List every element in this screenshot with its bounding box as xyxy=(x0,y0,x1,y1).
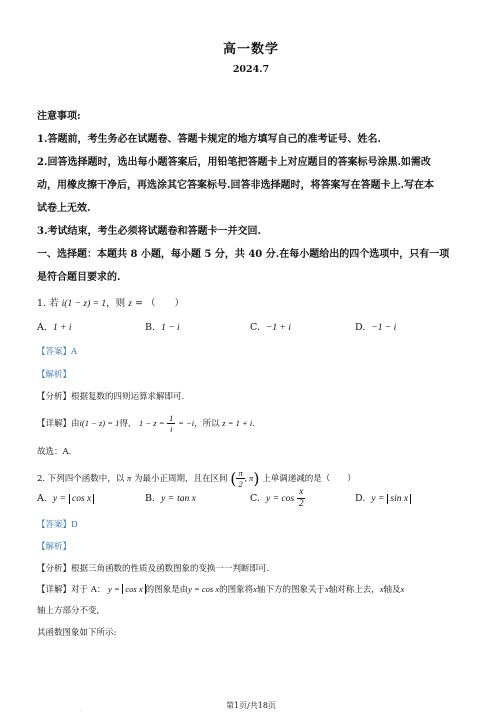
notice-item-2-line-1: 2.回答选择题时，选出每小题答案后，用铅笔把答题卡上对应题目的答案标号涂黑.如需改 xyxy=(37,157,431,168)
q2-xiangjie-line-3: 其函数图象如下所示: xyxy=(37,628,117,638)
notice-item-1: 1.答题前，考生务必在试题卷、答题卡规定的地方填写自己的准考证号、姓名. xyxy=(37,134,381,145)
q2-xiangjie-line-1: 【详解】对于 A： y = cos x 的图象是由y = cos x的图象将x轴下方的图象关于x轴对称上去，x轴及x xyxy=(37,584,405,595)
q1-answer-tag: 【答案】A xyxy=(37,347,78,357)
q1-stem xyxy=(37,295,184,309)
q1-xiangjie: 【详解】由i(1 − z) = 1得， 1 − z = $\frac{1}{i}$ = −i，所以 z = 1 + i. xyxy=(37,413,255,434)
q1-option-b: B. 1 − i xyxy=(145,322,180,333)
section-heading-line-2: 是符合题目要求的. xyxy=(37,272,121,283)
page-number: 第1页/共18页 xyxy=(226,701,276,710)
q1-var: z xyxy=(128,299,132,309)
q1-pre: 若 xyxy=(49,298,59,309)
exam-date: 2024.7 xyxy=(232,64,270,75)
notice-heading: 注意事项: xyxy=(37,111,81,122)
q2-option-c: C. y = cos $\frac{x}{2}$ xyxy=(250,487,304,509)
q1-option-c: C. −1 + i xyxy=(250,322,291,333)
q2-option-b: B. y = tan x xyxy=(145,493,196,504)
notice-item-2-line-2: 动，用橡皮擦干净后，再选涂其它答案标号.回答非选择题时，将答案写在答题卡上.写在本 xyxy=(37,180,434,191)
page-title: 高一数学 xyxy=(222,42,279,57)
q2-stem: 2. 下列四个函数中，以 π 为最小正周期，且在区间 ( $\frac{\pi}{2}$ , π) 上单调递减的是（ ） xyxy=(37,468,356,489)
q2-option-a: A. y = cos x xyxy=(37,493,94,504)
notice-item-2-line-3: 试卷上无效. xyxy=(37,203,91,214)
notice-item-3: 3.考试结束，考生必须将试题卷和答题卡一并交回. xyxy=(37,226,261,237)
q1-option-d: D. −1 − i xyxy=(355,322,397,333)
q2-interval-fraction: $\frac{\pi}{2}$ xyxy=(238,468,243,489)
q1-number: 1. xyxy=(37,298,47,309)
q1-option-a: A. 1 + i xyxy=(37,322,72,333)
footer-mark: . xyxy=(80,706,82,713)
q2-analysis-tag: 【解析】 xyxy=(37,542,72,552)
q1-conclusion: 故选：A. xyxy=(37,447,72,457)
q1-equation: i(1 − z) = 1 xyxy=(61,299,107,309)
section-heading-line-1: 一、选择题：本题共 8 小题，每小题 5 分，共 40 分.在每小题给出的四个选项中，只有一项 xyxy=(37,249,450,260)
q2-option-d: D. y = sin x xyxy=(355,493,411,504)
q1-eq: = xyxy=(134,298,143,309)
q1-mid: ，则 xyxy=(106,298,126,309)
q2-answer-tag: 【答案】D xyxy=(37,520,78,530)
q2-xiangjie-line-2: 轴上方部分不变, xyxy=(37,606,100,616)
q1-blank: （ ） xyxy=(145,298,184,309)
q1-fenxi: 【分析】根据复数的四则运算求解即可. xyxy=(37,392,185,402)
q1-fraction: $\frac{1}{i}$ xyxy=(169,413,174,434)
q2-fenxi: 【分析】根据三角函数的性质及函数图象的变换一一判断即可. xyxy=(37,564,270,574)
q1-analysis-tag: 【解析】 xyxy=(37,370,72,380)
